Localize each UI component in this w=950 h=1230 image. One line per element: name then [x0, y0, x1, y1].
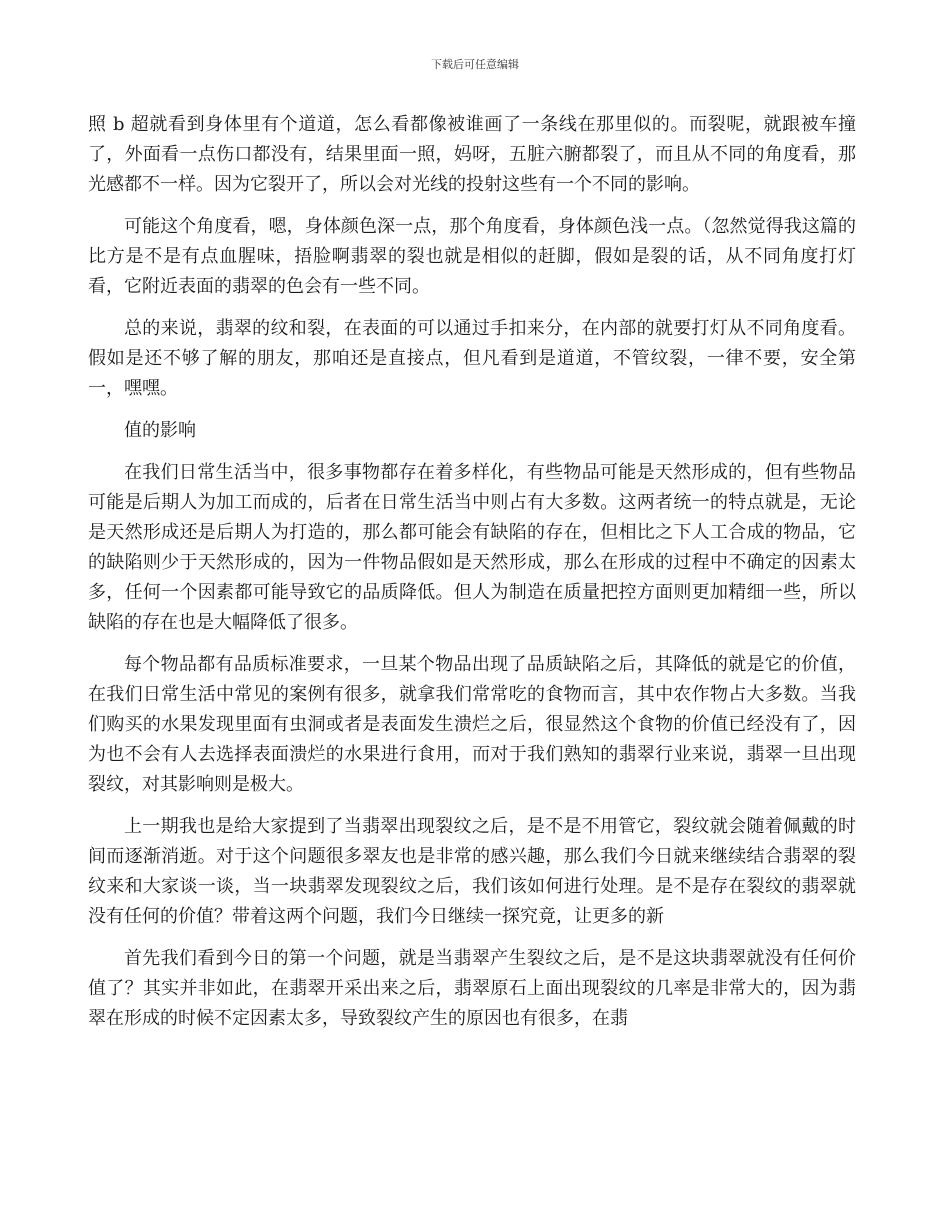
document-body: [88, 110, 856, 1046]
paragraph: 上一期我也是给大家提到了当翡翠出现裂纹之后，是不是不用管它，裂纹就会随着佩戴的时间而逐渐消逝。对于这个问题很多翠友也是非常的感兴趣，那么我们今日就来继续结合翡翠的裂纹来和大家谈一谈，当一块翡翠发现裂纹之后，我们该如何进行处理。是不是存在裂纹的翡翠就没有任何的价值？带着这两个问题，我们今日继续一探究竟，让更多的新: [88, 816, 856, 927]
paragraph: 总的来说，翡翠的纹和裂，在表面的可以通过手扣来分，在内部的就要打灯从不同角度看。假如是还不够了解的朋友，那咱还是直接点，但凡看到是道道，不管纹裂，一律不要，安全第一，嘿嘿。: [88, 318, 856, 399]
page-header: 下载后可任意编辑: [431, 58, 519, 71]
paragraph: 首先我们看到今日的第一个问题，就是当翡翠产生裂纹之后，是不是这块翡翠就没有任何价值了？其实并非如此，在翡翠开采出来之后，翡翠原石上面出现裂纹的几率是非常大的，因为翡翠在形成的时候不定因素太多，导致裂纹产生的原因也有很多，在翡: [88, 948, 856, 1029]
paragraph: 在我们日常生活当中，很多事物都存在着多样化，有些物品可能是天然形成的，但有些物品可能是后期人为加工而成的，后者在日常生活当中则占有大多数。这两者统一的特点就是，无论是天然形成还是后期人为打造的，那么都可能会有缺陷的存在，但相比之下人工合成的物品，它的缺陷则少于天然形成的，因为一件物品假如是天然形成，那么在形成的过程中不确定的因素太多，任何一个因素都可能导致它的品质降低。但人为制造在质量把控方面则更加精细一些，所以缺陷的存在也是大幅降低了很多。: [88, 462, 856, 633]
section-heading: 值的影响: [124, 420, 196, 441]
paragraph: 照 b 超就看到身体里有个道道，怎么看都像被谁画了一条线在那里似的。而裂呢，就跟被车撞了，外面看一点伤口都没有，结果里面一照，妈呀，五脏六腑都裂了，而且从不同的角度看，那光感都不一样。因为它裂开了，所以会对光线的投射这些有一个不同的影响。: [88, 114, 856, 195]
paragraph: 可能这个角度看，嗯，身体颜色深一点，那个角度看，身体颜色浅一点。（忽然觉得我这篇的比方是不是有点血腥味，捂脸啊翡翠的裂也就是相似的赶脚，假如是裂的话，从不同角度打灯看，它附近表面的翡翠的色会有一些不同。: [88, 216, 856, 297]
paragraph: 每个物品都有品质标准要求，一旦某个物品出现了品质缺陷之后，其降低的就是它的价值，在我们日常生活中常见的案例有很多，就拿我们常常吃的食物而言，其中农作物占大多数。当我们购买的水果发现里面有虫洞或者是表面发生溃烂之后，很显然这个食物的价值已经没有了，因为也不会有人去选择表面溃烂的水果进行食用，而对于我们熟知的翡翠行业来说，翡翠一旦出现裂纹，对其影响则是极大。: [88, 654, 856, 795]
